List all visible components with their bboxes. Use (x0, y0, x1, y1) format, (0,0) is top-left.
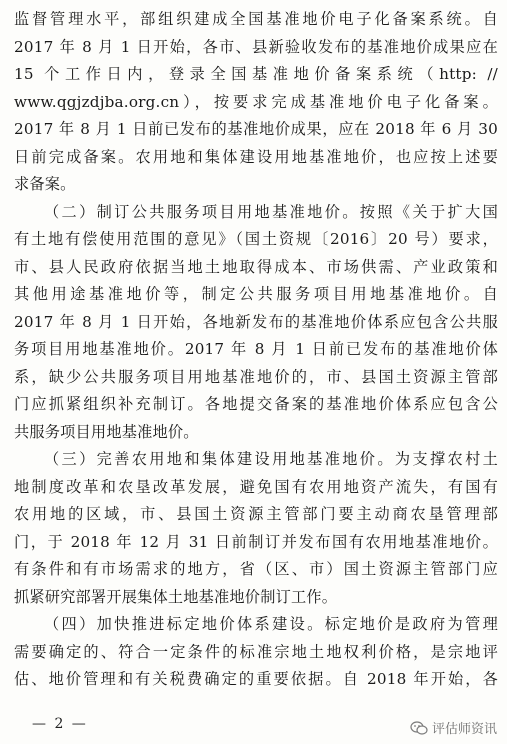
text-line: 共服务项目用地基准地价。 (14, 422, 199, 441)
text-line: 其他用途基准地价等，制定公共服务项目用地基准地价。自 (14, 285, 498, 303)
watermark-text: 评估师资讯 (431, 722, 497, 737)
section-heading-line: （三）完善农用地和集体建设用地基准地价。为支撑农村土 (44, 450, 498, 468)
text-line: 有土地有偿使用范围的意见》（国土资规〔2016〕20 号）要求， (14, 230, 498, 248)
text-line: 2017 年 8 月 1 日开始，各市、县新验收发布的基准地价成果应在 (14, 37, 498, 56)
page-number: — 2 — (32, 716, 88, 732)
section-heading-line: （四）加快推进标定地价体系建设。标定地价是政府为管理 (44, 615, 498, 633)
text-line: 估、地价管理和有关税费确定的重要依据。自 2018 年开始，各 (14, 670, 498, 688)
text-line: 2017 年 8 月 1 日开始，各地新发布的基准地价体系应包含公共服 (14, 312, 498, 331)
text-line: 系，缺少公共服务项目用地基准地价的，市、县国土资源主管部 (14, 367, 498, 386)
page-footer (0, 710, 507, 744)
text-line: 门应抓紧组织补充制订。各地提交备案的基准地价体系应包含公 (14, 395, 498, 413)
text-line: 监督管理水平，部组织建成全国基准地价电子化备案系统。自 (14, 10, 498, 28)
text-line: 抓紧研究部署开展集体土地基准地价制订工作。 (14, 587, 338, 606)
text-line: 地制度改革和农垦改革发展，避免国有农用地资产流失，有国有 (14, 477, 498, 496)
text-line: 务项目用地基准地价。2017 年 8 月 1 日前已发布的基准地价体 (14, 340, 498, 358)
text-line: 求备案。 (14, 175, 76, 193)
watermark (410, 718, 497, 737)
text-line: 农用地的区域，市、县国土资源主管部门要主动商农垦管理部 (14, 505, 498, 523)
text-line: 15 个工作日内，登录全国基准地价备案系统（http: // (14, 65, 498, 83)
text-line: 日前完成备案。农用地和集体建设用地基准地价，也应按上述要 (14, 147, 498, 166)
chat-bubble-icon (410, 720, 428, 736)
text-line: 2017 年 8 月 1 日前已发布的基准地价成果，应在 2018 年 6 月 30 (14, 120, 498, 138)
text-line: www.qgjzdjba.org.cn），按要求完成基准地价电子化备案。 (14, 92, 498, 111)
document-body (14, 6, 498, 694)
text-line: 需要确定的、符合一定条件的标准宗地土地权利价格，是宗地评 (14, 642, 498, 661)
text-line: 有条件和有市场需求的地方，省（区、市）国土资源主管部门应 (14, 560, 498, 578)
text-line: 市、县人民政府依据当地土地取得成本、市场供需、产业政策和 (14, 257, 498, 276)
section-heading-line: （二）制订公共服务项目用地基准地价。按照《关于扩大国 (44, 202, 498, 221)
text-line: 门，于 2018 年 12 月 31 日前制订并发布国有农用地基准地价。 (14, 532, 498, 551)
